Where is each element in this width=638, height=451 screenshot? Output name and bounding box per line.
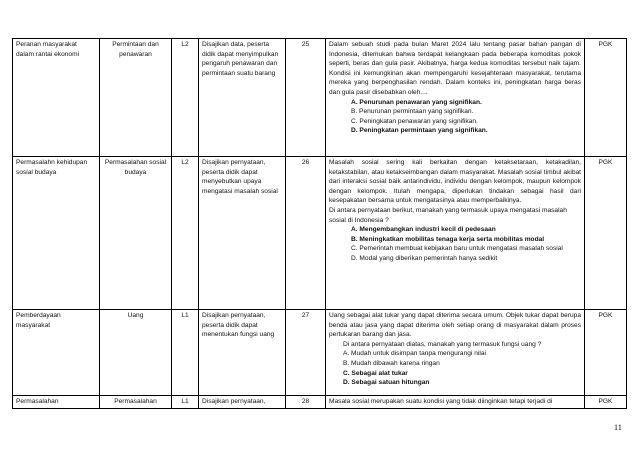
question-type-cell: PGK <box>585 39 627 157</box>
question-cell <box>326 157 585 310</box>
topic-cell: Permasalahan <box>13 396 100 409</box>
question-text: Masala sosial merupakan suatu kondisi yang tidak diinginkan tetapi terjadi di <box>329 398 553 405</box>
material-cell: Permintaan dan penawaran <box>100 39 172 157</box>
answer-option: D. Modal yang diberikan pemerintah hanya sedikit <box>351 254 498 262</box>
indicator-cell: Disajikan pernyataan, peserta didik dapat menyebutkan upaya mengatasi masalah sosial <box>199 157 286 310</box>
table-row <box>13 39 627 157</box>
question-type-cell: PGK <box>585 157 627 310</box>
indicator-cell: Disajikan data, peserta didik dapat menyimpulkan pengaruh penawaran dan permintaan suatu barang <box>199 39 286 157</box>
question-text: Uang sebagai alat tukar yang dapat diterima secara umum. Objek tukar dapat berupa benda atau jasa yang dapat diterima oleh setiap orang di masyarakat dalam proses pertukaran barang dan jasa. <box>329 312 581 339</box>
answer-options <box>329 349 581 387</box>
answer-option: A. Penurunan penawaran yang signifikan. <box>351 98 482 106</box>
question-cell <box>326 396 585 409</box>
question-text: Masalah sosial sering kali berkaitan dengan ketaksetaraan, ketakadilan, ketakstabilan, atau ketakseimbangan dalam masyarakat. Masalah sosial timbul akibat dari interaksi sosial baik antarindividu, individu dengan kelompok, maupun kelompok dengan kelompok. Itulah mengapa, diperlukan tindakan sebagai hasil dari kesepakatan bersama untuk mengatasinya atau memperbaikinya. <box>329 159 581 205</box>
answer-option: C. Peningkatan penawaran yang signifikan. <box>351 117 478 125</box>
answer-option: C. Sebagai alat tukar <box>343 369 408 377</box>
level-cell: L2 <box>172 39 199 157</box>
question-number-cell: 26 <box>286 157 326 310</box>
topic-cell: Pemberdayaan masyarakat <box>13 310 100 396</box>
table-row <box>13 310 627 396</box>
question-grid-table <box>12 38 627 409</box>
answer-option: B. Penurunan permintaan yang signifikan. <box>351 108 474 116</box>
topic-cell: Permasalahn kehidupan sosial budaya <box>13 157 100 310</box>
answer-option: D. Sebagai satuan hitungan <box>343 379 430 387</box>
answer-option: D. Peningkatan permintaan yang signifikan. <box>351 127 488 135</box>
answer-options <box>329 225 581 263</box>
question-type-cell: PGK <box>585 396 627 409</box>
table-row <box>13 157 627 310</box>
question-prompt: Di antara pernyataan diatas, manakah yang termasuk fungsi uang ? <box>343 340 542 348</box>
material-cell: Permasalahan <box>100 396 172 409</box>
question-text: Dalam sebuah studi pada bulan Maret 2024 lalu tentang pasar bahan pangan di Indonesia, ditemukan bahwa terdapat kelangkaan pada beberapa komoditas pokok seperti, beras dan gula pasir. Akibatnya, harga kedua komoditas tersebut naik tajam. Kondisi ini kemungkinan akan mempengaruhi kesejahteraan masyarakat, terutama mereka yang berpenghasilan rendah. Dalam konteks ini, peningkatan harga beras dan gula pasir disebabkan oleh.... <box>329 41 581 96</box>
table-row <box>13 396 627 409</box>
level-cell: L2 <box>172 157 199 310</box>
question-prompt: Di antara pernyataan berikut, manakah yang termasuk upaya mengatasi masalah sosial di Indonesia ? <box>329 206 567 224</box>
answer-options <box>329 98 581 136</box>
answer-option: C. Pemerintah membuat kebijakan baru untuk mengatasi masalah sosial <box>351 245 563 253</box>
topic-cell: Peranan masyarakat dalam rantai ekonomi <box>13 39 100 157</box>
question-cell <box>326 310 585 396</box>
answer-option: A. Mudah untuk disimpan tanpa mengurangi nilai <box>343 350 486 358</box>
level-cell: L1 <box>172 396 199 409</box>
question-number-cell: 27 <box>286 310 326 396</box>
material-cell: Permasalahan sosial budaya <box>100 157 172 310</box>
indicator-cell: Disajikan pernyataan, <box>199 396 286 409</box>
page-number: 11 <box>613 422 622 432</box>
material-cell: Uang <box>100 310 172 396</box>
answer-option: B. Mudah dibawah karena ringan <box>343 359 440 367</box>
question-cell <box>326 39 585 157</box>
indicator-cell: Disajikan pernyataan, peserta didik dapat menentukan fungsi uang <box>199 310 286 396</box>
question-number-cell: 28 <box>286 396 326 409</box>
answer-option: B. Meningkatkan mobilitas tenaga kerja serta mobilitas modal <box>351 235 545 243</box>
question-type-cell: PGK <box>585 310 627 396</box>
answer-option: A. Mengembangkan industri kecil di pedesaan <box>351 226 496 234</box>
level-cell: L1 <box>172 310 199 396</box>
question-number-cell: 25 <box>286 39 326 157</box>
